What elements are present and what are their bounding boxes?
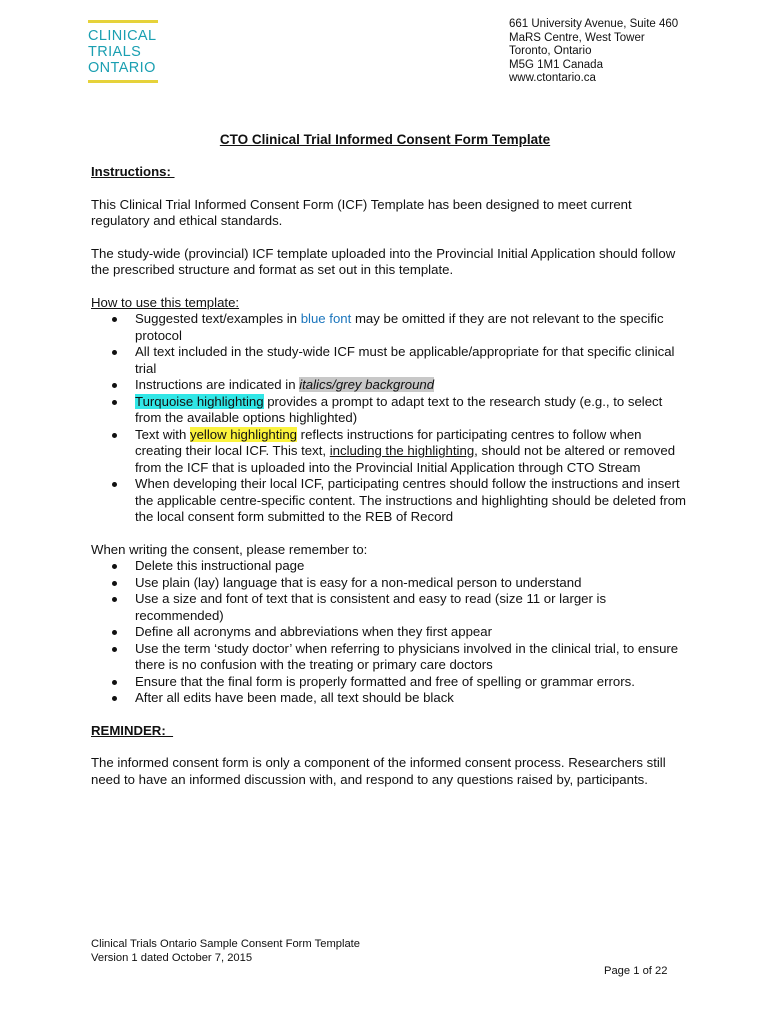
how-to-list	[91, 311, 691, 526]
footer-version: Version 1 dated October 7, 2015	[91, 951, 253, 964]
list-item: Use the term ‘study doctor’ when referring to physicians involved in the clinical trial, to ensure there is no confusion with the treating or primary care doctors	[135, 641, 691, 674]
instructions-heading: Instructions:	[91, 164, 175, 179]
logo-line-2: TRIALS	[88, 44, 142, 60]
reminder-heading: REMINDER:	[91, 722, 174, 738]
bullet-text: reflects instructions for participating centres to follow when creating their local ICF. This text,	[135, 426, 642, 458]
footer	[91, 938, 360, 965]
bullet-text: Instructions are indicated in	[135, 377, 300, 392]
list-item	[135, 427, 691, 477]
list-item: Use a size and font of text that is consistent and easy to read (size 11 or larger is recommended)	[135, 591, 691, 624]
blue-font-sample: blue font	[300, 311, 352, 326]
how-to-heading: How to use this template:	[91, 294, 240, 310]
underlined-text: including the highlighting	[329, 443, 475, 458]
bullet-text: , should not be altered or removed from the ICF that is uploaded into the Provincial Initial Application through CTO Stream	[135, 443, 676, 475]
bullet-text: provides a prompt to adapt text to the research study (e.g., to select from the available options highlighted)	[135, 393, 663, 425]
page-number: Page 1 of 22	[604, 965, 668, 977]
address-line-2: MaRS Centre, West Tower	[509, 31, 645, 44]
address-website: www.ctontario.ca	[509, 72, 596, 85]
yellow-highlight-sample: yellow highlighting	[189, 426, 298, 442]
list-item: When developing their local ICF, participating centres should follow the instructions and insert the applicable centre-specific content. The instructions and highlighting should be deleted from the local consent form submitted to the REB of Record	[135, 476, 691, 526]
list-item: All text included in the study-wide ICF must be applicable/appropriate for that specific clinical trial	[135, 344, 691, 377]
list-item: Delete this instructional page	[135, 558, 691, 575]
list-item: Ensure that the final form is properly formatted and free of spelling or grammar errors.	[135, 674, 691, 691]
address-line-3: Toronto, Ontario	[509, 45, 592, 58]
remember-list	[91, 558, 691, 707]
remember-intro: When writing the consent, please remember to:	[91, 541, 368, 557]
address-line-1: 661 University Avenue, Suite 460	[509, 18, 679, 30]
instructions-paragraph-2: The study-wide (provincial) ICF template uploaded into the Provincial Initial Application should follow the prescribed structure and format as set out in this template.	[91, 245, 676, 277]
instructions-paragraph-1: This Clinical Trial Informed Consent Form (ICF) Template has been designed to meet current regulatory and ethical standards.	[91, 196, 632, 228]
list-item: Use plain (lay) language that is easy for a non-medical person to understand	[135, 575, 691, 592]
bullet-text: Text with	[135, 426, 190, 442]
document-body	[91, 164, 691, 804]
reminder-paragraph: The informed consent form is only a component of the informed consent process. Researchers still need to have an informed discussion with, and respond to any questions raised by, participants.	[91, 755, 666, 787]
list-item	[135, 377, 691, 394]
logo-bottom-bar	[88, 80, 158, 83]
list-item: After all edits have been made, all text should be black	[135, 690, 691, 707]
grey-background-sample: italics/grey background	[299, 377, 435, 392]
logo-top-bar	[88, 20, 158, 23]
list-item: Define all acronyms and abbreviations when they first appear	[135, 624, 691, 641]
address-line-4: M5G 1M1 Canada	[509, 58, 603, 71]
clinical-trials-ontario-logo	[88, 20, 160, 83]
address-block	[509, 18, 678, 86]
footer-template-name: Clinical Trials Ontario Sample Consent Form Template	[91, 938, 361, 950]
logo-line-1: CLINICAL	[88, 28, 157, 44]
list-item	[135, 311, 691, 344]
bullet-text: may be omitted if they are not relevant to the specific protocol	[135, 311, 664, 343]
list-item	[135, 394, 691, 427]
turquoise-highlight-sample: Turquoise highlighting	[135, 393, 264, 409]
document-title: CTO Clinical Trial Informed Consent Form Template	[219, 132, 551, 147]
bullet-text: Suggested text/examples in	[135, 311, 301, 326]
logo-line-3: ONTARIO	[88, 60, 156, 76]
